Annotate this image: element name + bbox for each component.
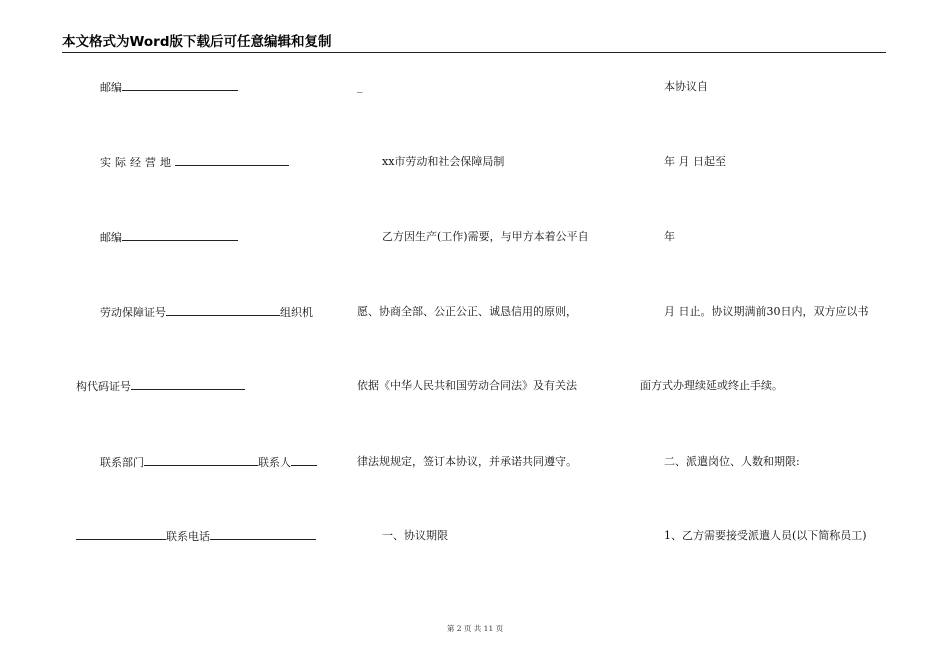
labor-cert-line xyxy=(100,305,313,320)
paragraph-line-1: 乙方因生产(工作)需要，与甲方本着公平自 xyxy=(382,230,589,243)
contact-dept-label: 联系部门 xyxy=(100,456,144,469)
term-line-5: 面方式办理续延或终止手续。 xyxy=(640,379,783,392)
org-code-label-part2: 构代码证号 xyxy=(76,380,131,393)
dispatch-line-1: 1、乙方需要接受派遣人员(以下简称员工) xyxy=(664,529,867,542)
term-line-3: 年 xyxy=(664,230,675,243)
paragraph-line-2: 愿、协商全部、公正公正、诚恳信用的原则， xyxy=(357,305,577,318)
contact-dept-blank xyxy=(144,455,258,466)
postcode-line-2 xyxy=(100,230,238,245)
contact-phone-line xyxy=(76,529,316,544)
contact-person-label: 联系人 xyxy=(258,456,291,469)
section-heading-dispatch: 二、派遣岗位、人数和期限: xyxy=(664,455,800,468)
term-line-1: 本协议自 xyxy=(664,80,708,93)
org-code-label-part1: 组织机 xyxy=(280,306,313,319)
org-code-blank xyxy=(131,379,245,390)
contact-phone-blank xyxy=(210,529,316,540)
actual-address-line xyxy=(100,155,289,170)
contact-dept-line xyxy=(100,455,317,470)
labor-cert-blank xyxy=(166,305,280,316)
postcode-blank xyxy=(122,80,238,91)
paragraph-line-3: 依据《中华人民共和国劳动合同法》及有关法 xyxy=(357,379,577,392)
postcode-line-1 xyxy=(100,80,238,95)
page-number: 第 2 页 共 11 页 xyxy=(446,624,504,633)
org-code-line xyxy=(76,379,245,394)
term-line-2: 年 月 日起至 xyxy=(664,155,726,168)
document-header-title: 本文格式为Word版下载后可任意编辑和复制 xyxy=(62,32,886,53)
postcode-label: 邮编 xyxy=(100,231,122,244)
contact-phone-label: 联系电话 xyxy=(166,530,210,543)
underscore-mark: _ xyxy=(357,80,363,93)
actual-address-label: 实际经营地 xyxy=(100,156,175,169)
labor-cert-label: 劳动保障证号 xyxy=(100,306,166,319)
paragraph-line-4: 律法规规定，签订本协议，并承诺共同遵守。 xyxy=(357,455,577,468)
contact-blank xyxy=(76,529,166,540)
term-line-4: 月 日止。协议期满前30日内，双方应以书 xyxy=(664,305,869,318)
postcode-blank xyxy=(122,230,238,241)
issuer-line: xx市劳动和社会保障局制 xyxy=(382,155,505,168)
postcode-label: 邮编 xyxy=(100,81,122,94)
actual-address-blank xyxy=(175,155,289,166)
section-heading-term: 一、协议期限 xyxy=(382,529,448,542)
contact-person-blank xyxy=(291,455,317,466)
